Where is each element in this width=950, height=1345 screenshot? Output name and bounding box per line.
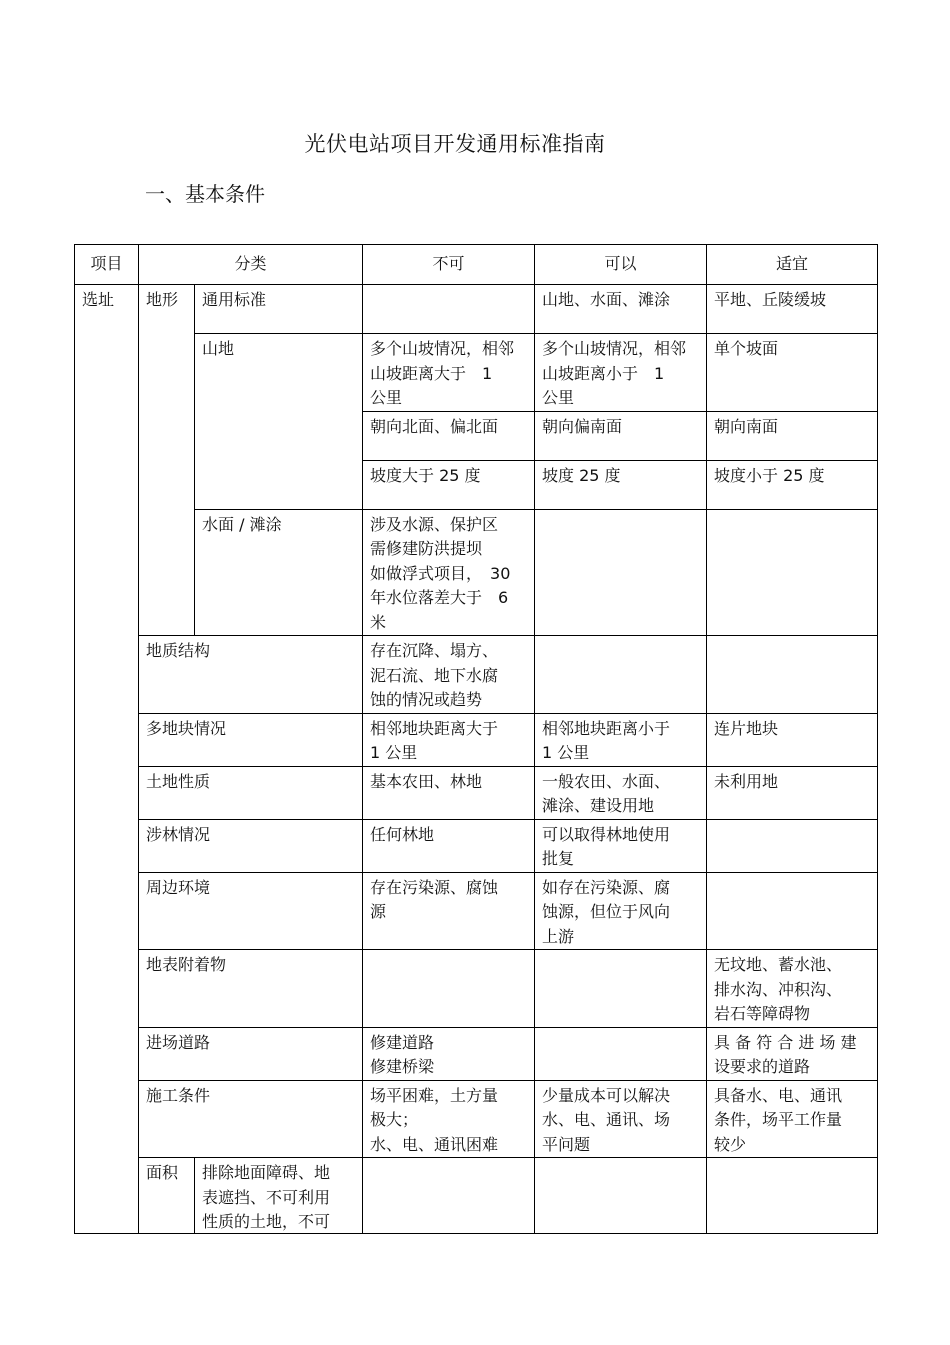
table-row	[75, 285, 878, 334]
header-suitable: 适宜	[707, 245, 878, 285]
cell-no	[363, 950, 535, 1028]
table-row	[75, 1080, 878, 1158]
header-category: 分类	[139, 245, 363, 285]
cell-suitable: 单个坡面	[707, 334, 878, 412]
row-label: 施工条件	[139, 1080, 363, 1158]
table-row	[75, 1027, 878, 1080]
cell-suitable	[707, 509, 878, 636]
cell-suitable: 具 备 符 合 进 场 建 设要求的道路	[707, 1027, 878, 1080]
cell-no	[363, 1158, 535, 1234]
cell-ok	[535, 950, 707, 1028]
cell-no: 坡度大于 25 度	[363, 460, 535, 509]
section-heading: 一、基本条件	[145, 182, 265, 206]
row-label: 地表附着物	[139, 950, 363, 1028]
cell-no: 存在污染源、腐蚀 源	[363, 872, 535, 950]
cell-ok: 坡度 25 度	[535, 460, 707, 509]
table-row	[75, 509, 878, 636]
cell-no: 基本农田、林地	[363, 766, 535, 819]
table-row	[75, 713, 878, 766]
cell-ok	[535, 509, 707, 636]
site-cell: 选址	[75, 285, 139, 1234]
cell-no: 涉及水源、保护区 需修建防洪提坝 如做浮式项目， 30 年水位落差大于 6 米	[363, 509, 535, 636]
cell-suitable: 未利用地	[707, 766, 878, 819]
cell-suitable	[707, 1158, 878, 1234]
cell-ok: 少量成本可以解决 水、电、通讯、场 平问题	[535, 1080, 707, 1158]
table-row	[75, 819, 878, 872]
cell-no: 任何林地	[363, 819, 535, 872]
table-row	[75, 766, 878, 819]
cell-suitable	[707, 636, 878, 714]
cell-no: 修建道路 修建桥梁	[363, 1027, 535, 1080]
cell-ok: 朝向偏南面	[535, 411, 707, 460]
document-title: 光伏电站项目开发通用标准指南	[304, 132, 606, 156]
cell-ok: 相邻地块距离小于 1 公里	[535, 713, 707, 766]
cell-suitable: 具备水、电、通讯 条件，场平工作量 较少	[707, 1080, 878, 1158]
cell-ok: 山地、水面、滩涂	[535, 285, 707, 334]
cell-suitable: 平地、丘陵缓坡	[707, 285, 878, 334]
cell-suitable: 坡度小于 25 度	[707, 460, 878, 509]
cell-no: 朝向北面、偏北面	[363, 411, 535, 460]
cell-ok	[535, 1027, 707, 1080]
row-label: 通用标准	[195, 285, 363, 334]
table-header-row	[75, 245, 878, 285]
table-row	[75, 334, 878, 412]
table-row	[75, 636, 878, 714]
cell-suitable	[707, 819, 878, 872]
area-detail-cell: 排除地面障碍、地 表遮挡、不可利用 性质的土地，不可	[195, 1158, 363, 1234]
row-label: 面积	[139, 1158, 195, 1234]
header-no: 不可	[363, 245, 535, 285]
cell-no: 场平困难，土方量 极大； 水、电、通讯困难	[363, 1080, 535, 1158]
cell-ok: 一般农田、水面、 滩涂、建设用地	[535, 766, 707, 819]
cell-ok: 多个山坡情况，相邻山坡距离小于 1 公里	[535, 334, 707, 412]
table-row	[75, 1158, 878, 1234]
table-row	[75, 872, 878, 950]
row-label: 涉林情况	[139, 819, 363, 872]
cell-suitable	[707, 872, 878, 950]
cell-ok	[535, 1158, 707, 1234]
header-item: 项目	[75, 245, 139, 285]
cell-no	[363, 285, 535, 334]
row-label: 多地块情况	[139, 713, 363, 766]
row-label: 地质结构	[139, 636, 363, 714]
criteria-table	[74, 244, 878, 1234]
cell-ok: 可以取得林地使用 批复	[535, 819, 707, 872]
table-row	[75, 950, 878, 1028]
cell-suitable: 无坟地、蓄水池、 排水沟、冲积沟、 岩石等障碍物	[707, 950, 878, 1028]
row-label: 水面 / 滩涂	[195, 509, 363, 636]
cell-no: 存在沉降、塌方、 泥石流、地下水腐 蚀的情况或趋势	[363, 636, 535, 714]
header-ok: 可以	[535, 245, 707, 285]
row-label: 进场道路	[139, 1027, 363, 1080]
row-label: 周边环境	[139, 872, 363, 950]
cell-suitable: 连片地块	[707, 713, 878, 766]
cell-suitable: 朝向南面	[707, 411, 878, 460]
terrain-cell: 地形	[139, 285, 195, 636]
cell-no: 多个山坡情况，相邻山坡距离大于 1 公里	[363, 334, 535, 412]
row-label: 山地	[195, 334, 363, 510]
row-label: 土地性质	[139, 766, 363, 819]
cell-ok: 如存在污染源、腐 蚀源，但位于风向 上游	[535, 872, 707, 950]
cell-no: 相邻地块距离大于 1 公里	[363, 713, 535, 766]
cell-ok	[535, 636, 707, 714]
